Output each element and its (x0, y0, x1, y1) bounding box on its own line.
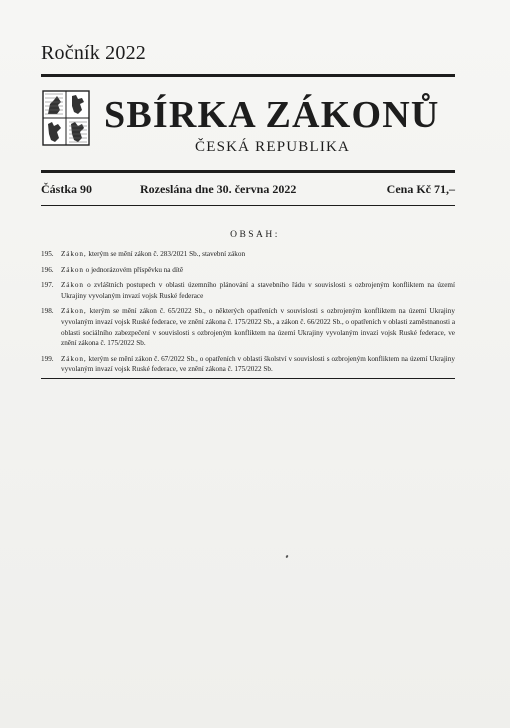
item-number: 197. (41, 281, 54, 290)
item-number: 198. (41, 307, 54, 316)
contents-item (41, 249, 455, 260)
issue-number: Částka 90 (41, 182, 93, 196)
contents-item (41, 280, 455, 301)
contents-item (41, 306, 455, 348)
volume-year: Ročník 2022 (41, 42, 146, 64)
item-lead: Zákon, (61, 307, 87, 316)
item-text: kterým se mění zákon č. 65/2022 Sb., o některých opatřeních v souvislosti s ozbrojeným konfliktem na území Ukrajiny vyvolaným invazí vojsk Ruské federace, ve znění zákona č. 175/2022 Sb., a zákon č. 66/2022 Sb., o opatřeních v oblasti zaměstnanosti a oblasti sociálního zabezpečení v souvislosti s ozbrojeným konfliktem na území Ukrajiny vyvolaným invazí vojsk Ruské federace, ve znění zákona č. 175/2022 Sb. (61, 307, 456, 348)
item-text: kterým se mění zákon č. 67/2022 Sb., o opatřeních v oblasti školství v souvislosti s ozbrojeným konfliktem na území Ukrajiny vyvolaným invazí vojsk Ruské federace, ve znění zákona č. 175/2022 Sb. (61, 354, 455, 374)
top-rule (41, 74, 455, 77)
item-number: 195. (41, 250, 54, 258)
publication-subtitle: ČESKÁ REPUBLIKA (195, 139, 351, 155)
publication-title: SBÍRKA ZÁKONŮ (104, 94, 440, 136)
distribution-date: Rozeslána dne 30. června 2022 (140, 182, 297, 196)
item-lead: Zákon, (61, 250, 87, 258)
item-number: 196. (41, 265, 54, 274)
contents-item (41, 354, 455, 375)
item-lead: Zákon, (61, 354, 87, 363)
speck-mark (285, 555, 288, 559)
item-text: o jednorázovém příspěvku na dítě (83, 265, 184, 274)
item-lead: Zákon (61, 265, 84, 274)
contents-heading: OBSAH: (230, 230, 280, 240)
meta-bottom-rule (41, 205, 455, 206)
item-number: 199. (41, 354, 54, 363)
item-text: o zvláštních postupech v oblasti územního plánování a stavebního řádu v souvislosti s ozbrojeným konfliktem na území Ukrajiny vyvolaným invazí vojsk Ruské federace (61, 281, 455, 300)
issue-price: Cena Kč 71,– (386, 182, 455, 196)
contents-item (41, 265, 455, 276)
contents-bottom-rule (41, 378, 455, 379)
item-lead: Zákon (61, 281, 84, 290)
contents-list (41, 249, 455, 380)
item-text: kterým se mění zákon č. 283/2021 Sb., stavební zákon (86, 250, 246, 258)
state-emblem-icon (42, 90, 90, 146)
header-bottom-rule (41, 170, 455, 173)
